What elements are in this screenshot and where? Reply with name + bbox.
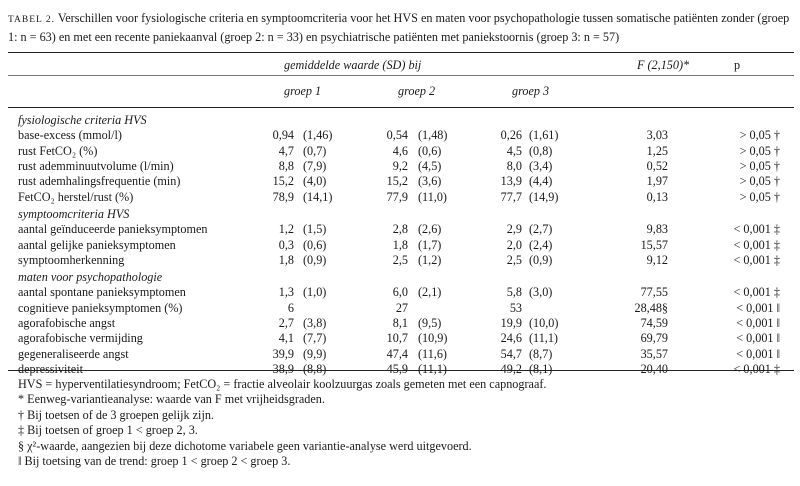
cell-f: 28,48§ [634, 300, 668, 315]
table-label: TABEL 2. [8, 15, 55, 25]
cell-s2: (2,1) [418, 285, 442, 300]
cell-p: > 0,05 † [739, 189, 780, 204]
cell-m3: 2,5 [506, 252, 522, 267]
table-caption-text: Verschillen voor fysiologische criteria en symptoomcriteria voor het HVS en maten voor psychopathologie tussen somatische patiënten zonder (groep 1: n = 63) en met een recente paniekaanval (groep 2: n = 33) en psychiatrische patiënten met paniekstoornis (groep 3: n = 57) [8, 11, 790, 44]
bottom-rule [8, 370, 794, 371]
cell-m1: 78,9 [272, 189, 294, 204]
cell-m2: 10,7 [386, 331, 408, 346]
cell-f: 20,40 [640, 361, 668, 376]
cell-p: < 0,001 ‡ [733, 237, 780, 252]
cell-label: FetCO₂ herstel/rust (%) [18, 189, 134, 204]
cell-s1: (3,8) [303, 315, 327, 330]
cell-label: rust FetCO₂ (%) [18, 143, 98, 158]
cell-label: aantal geïnduceerde panieksymptomen [18, 222, 208, 237]
cell-m3: 8,0 [506, 158, 522, 173]
cell-p: > 0,05 † [739, 128, 780, 143]
table-row [0, 190, 800, 204]
cell-s3: (14,9) [529, 189, 559, 204]
cell-s3: (10,0) [529, 315, 559, 330]
table-row [0, 222, 800, 236]
cell-s3: (0,8) [529, 143, 553, 158]
cell-s3: (8,7) [529, 346, 553, 361]
cell-m2: 2,5 [392, 252, 408, 267]
table-row [0, 316, 800, 330]
cell-label: rust ademhalingsfrequentie (min) [18, 174, 181, 189]
cell-m3: 24,6 [500, 331, 522, 346]
cell-s3: (2,4) [529, 237, 553, 252]
table-row [0, 253, 800, 267]
table-caption [8, 10, 792, 46]
cell-m3: 77,7 [500, 189, 522, 204]
cell-p: < 0,001 ‖ [736, 315, 780, 330]
cell-m1: 0,94 [272, 128, 294, 143]
footnote: § χ²-waarde, aangezien bij deze dichotome variabele geen variantie-analyse werd uitgevoerd. [18, 438, 472, 453]
cell-s2: (1,7) [418, 237, 442, 252]
cell-m1: 4,7 [278, 143, 294, 158]
cell-label: cognitieve panieksymptomen (%) [18, 300, 183, 315]
cell-s2: (3,6) [418, 174, 442, 189]
footnote: HVS = hyperventilatiesyndroom; FetCO₂ = fractie alveolair koolzuurgas zoals gemeten met een capnograaf. [18, 377, 547, 391]
cell-label: agorafobische angst [18, 315, 116, 330]
cell-p: < 0,001 ‡ [733, 252, 780, 267]
cell-m2: 9,2 [392, 158, 408, 173]
header-f-label: F (2,150)* [637, 58, 690, 72]
header-mid-rule [8, 75, 794, 76]
cell-s1: (8,8) [303, 361, 327, 376]
header-group-2: groep 2 [398, 84, 436, 98]
cell-m1: 8,8 [278, 158, 294, 173]
cell-s1: (9,9) [303, 346, 327, 361]
cell-p: < 0,001 ‖ [736, 300, 780, 315]
cell-label: base-excess (mmol/l) [18, 128, 122, 143]
cell-label: aantal gelijke panieksymptomen [18, 237, 176, 252]
cell-m3: 2,9 [506, 222, 522, 237]
cell-m3: 49,2 [500, 361, 522, 376]
cell-s1: (1,0) [303, 285, 327, 300]
table-row [0, 347, 800, 361]
cell-p: > 0,05 † [739, 143, 780, 158]
cell-p: < 0,001 ‡ [733, 222, 780, 237]
cell-f: 77,55 [640, 285, 668, 300]
cell-s1: (0,6) [303, 237, 327, 252]
cell-s2: (1,48) [418, 128, 448, 143]
footnote: ‡ Bij toetsen of groep 1 < groep 2, 3. [18, 423, 198, 438]
table-row [0, 128, 800, 142]
cell-f: 3,03 [646, 128, 668, 143]
cell-m1: 1,8 [278, 252, 294, 267]
cell-p: < 0,001 ‖ [736, 331, 780, 346]
table-row [0, 144, 800, 158]
cell-s2: (9,5) [418, 315, 442, 330]
cell-m2: 0,54 [386, 128, 408, 143]
cell-f: 0,13 [646, 189, 668, 204]
cell-m3: 5,8 [506, 285, 522, 300]
cell-f: 69,79 [640, 331, 668, 346]
cell-label: rust ademminuutvolume (l/min) [18, 158, 174, 173]
cell-p: < 0,001 ‡ [733, 361, 780, 376]
cell-m2: 47,4 [386, 346, 408, 361]
cell-m3: 13,9 [500, 174, 522, 189]
footnote: * Eenweg-variantieanalyse: waarde van F met vrijheidsgraden. [18, 392, 325, 407]
cell-s1: (4,0) [303, 174, 327, 189]
cell-m1: 15,2 [272, 174, 294, 189]
cell-m1: 0,3 [278, 237, 294, 252]
cell-s3: (3,4) [529, 158, 553, 173]
table-row [0, 174, 800, 188]
cell-s3: (0,9) [529, 252, 553, 267]
header-mean-label: gemiddelde waarde (SD) bij [284, 58, 422, 72]
cell-m1: 2,7 [278, 315, 294, 330]
cell-s2: (2,6) [418, 222, 442, 237]
cell-m1: 38,9 [272, 361, 294, 376]
cell-f: 74,59 [640, 315, 668, 330]
cell-f: 0,52 [646, 158, 668, 173]
header-group-1: groep 1 [284, 84, 322, 98]
cell-m2: 27 [395, 300, 408, 315]
cell-s2: (11,6) [418, 346, 447, 361]
cell-label: depressiviteit [18, 361, 83, 376]
cell-p: < 0,001 ‡ [733, 285, 780, 300]
cell-m2: 77,9 [386, 189, 408, 204]
cell-p: > 0,05 † [739, 174, 780, 189]
cell-f: 15,57 [640, 237, 668, 252]
cell-m1: 1,2 [278, 222, 294, 237]
cell-m2: 2,8 [392, 222, 408, 237]
cell-s3: (1,61) [529, 128, 559, 143]
cell-s3: (11,1) [529, 331, 558, 346]
section-title: symptoomcriteria HVS [18, 207, 130, 221]
cell-m1: 6 [287, 300, 294, 315]
cell-label: agorafobische vermijding [18, 331, 143, 346]
cell-m1: 1,3 [278, 285, 294, 300]
table-row [0, 362, 800, 376]
cell-s1: (7,9) [303, 158, 327, 173]
footnote: ‖ Bij toetsing van de trend: groep 1 < groep 2 < groep 3. [18, 454, 291, 469]
cell-label: gegeneraliseerde angst [18, 346, 129, 361]
header-bottom-rule [8, 107, 794, 108]
cell-m2: 4,6 [392, 143, 408, 158]
cell-s2: (4,5) [418, 158, 442, 173]
footnote: † Bij toetsen of de 3 groepen gelijk zijn. [18, 407, 214, 422]
cell-m2: 15,2 [386, 174, 408, 189]
cell-m2: 6,0 [392, 285, 408, 300]
section-title: fysiologische criteria HVS [18, 113, 147, 127]
cell-s2: (10,9) [418, 331, 448, 346]
table-row [0, 285, 800, 299]
cell-m3: 0,26 [500, 128, 522, 143]
cell-m3: 53 [509, 300, 522, 315]
cell-m3: 19,9 [500, 315, 522, 330]
cell-m2: 1,8 [392, 237, 408, 252]
cell-s1: (0,9) [303, 252, 327, 267]
cell-f: 35,57 [640, 346, 668, 361]
section-title: maten voor psychopathologie [18, 270, 163, 284]
cell-m3: 4,5 [506, 143, 522, 158]
cell-s1: (1,46) [303, 128, 333, 143]
header-group-3: groep 3 [512, 84, 550, 98]
cell-s2: (0,6) [418, 143, 442, 158]
cell-s3: (4,4) [529, 174, 553, 189]
cell-f: 1,25 [646, 143, 668, 158]
cell-s1: (1,5) [303, 222, 327, 237]
top-rule [8, 52, 794, 53]
cell-s2: (11,0) [418, 189, 447, 204]
cell-s2: (11,1) [418, 361, 447, 376]
cell-p: < 0,001 ‖ [736, 346, 780, 361]
cell-f: 1,97 [646, 174, 668, 189]
cell-label: aantal spontane panieksymptomen [18, 285, 186, 300]
cell-m1: 4,1 [278, 331, 294, 346]
table-row [0, 159, 800, 173]
cell-m3: 2,0 [506, 237, 522, 252]
cell-s3: (2,7) [529, 222, 553, 237]
header-p-label: p [734, 58, 741, 72]
cell-m1: 39,9 [272, 346, 294, 361]
cell-m2: 45,9 [386, 361, 408, 376]
cell-s3: (3,0) [529, 285, 553, 300]
table-row [0, 238, 800, 252]
cell-s2: (1,2) [418, 252, 442, 267]
cell-s1: (14,1) [303, 189, 333, 204]
table-row [0, 331, 800, 345]
cell-f: 9,12 [646, 252, 668, 267]
cell-m2: 8,1 [392, 315, 408, 330]
cell-label: symptoomherkenning [18, 252, 125, 267]
cell-p: > 0,05 † [739, 158, 780, 173]
cell-f: 9,83 [646, 222, 668, 237]
cell-s1: (0,7) [303, 143, 327, 158]
cell-s1: (7,7) [303, 331, 327, 346]
cell-m3: 54,7 [500, 346, 522, 361]
cell-s3: (8,1) [529, 361, 553, 376]
table-footnotes [18, 377, 788, 469]
table-row [0, 301, 800, 315]
